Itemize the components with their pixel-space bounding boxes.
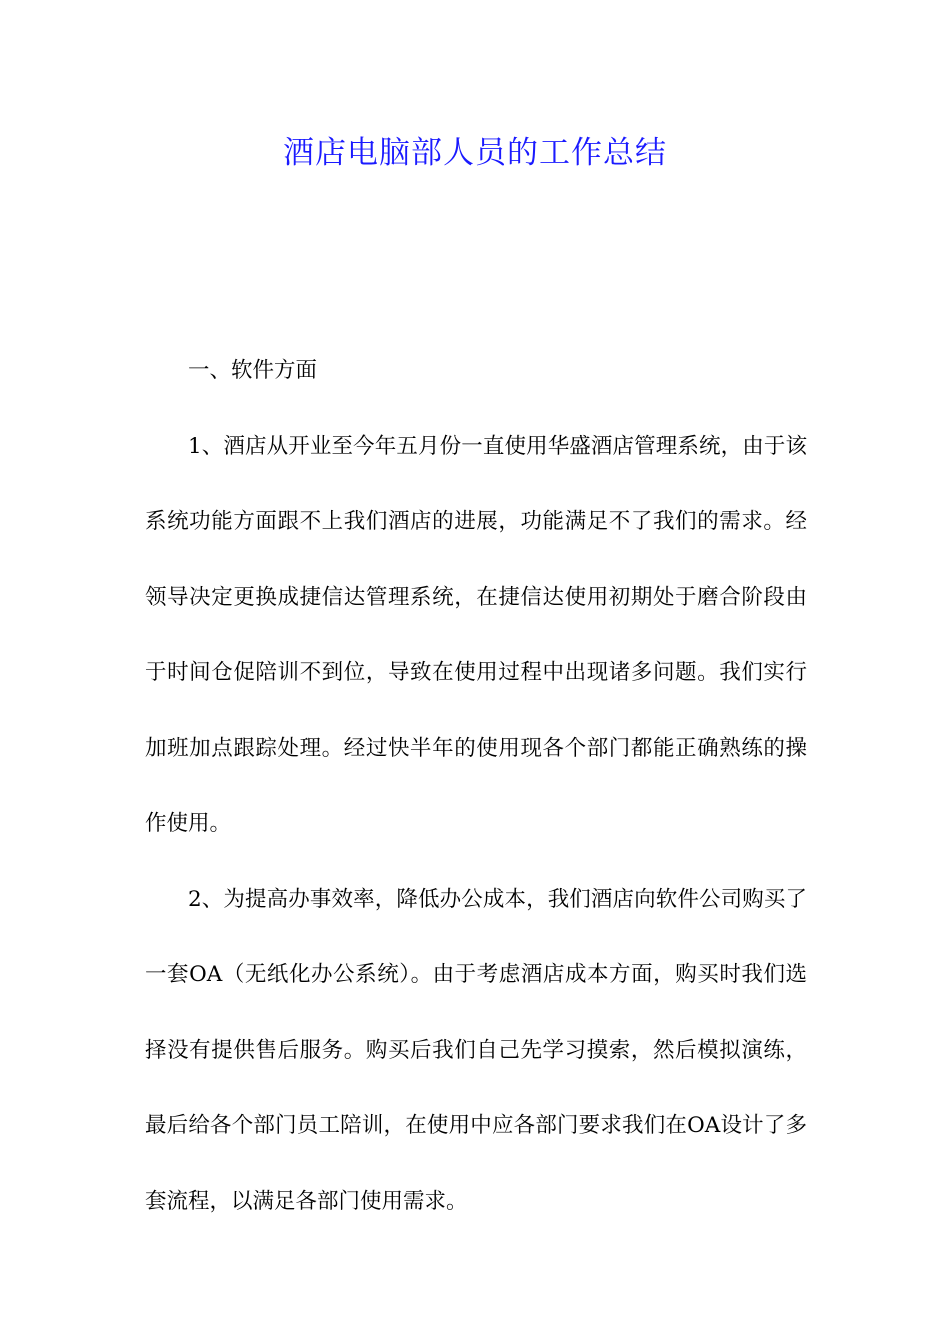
paragraph-1: 1、酒店从开业至今年五月份一直使用华盛酒店管理系统，由于该系统功能方面跟不上我们酒店的进展，功能满足不了我们的需求。经领导决定更换成捷信达管理系统，在捷信达使用初期处于磨合阶段由于时间仓促陪训不到位，导致在使用过程中出现诸多问题。我们实行加班加点跟踪处理。经过快半年的使用现各个部门都能正确熟练的操作使用。	[145, 433, 807, 836]
section-heading: 一、软件方面	[188, 358, 318, 383]
document-body	[145, 333, 807, 1239]
paragraph-2: 2、为提高办事效率，降低办公成本，我们酒店向软件公司购买了一套OA（无纸化办公系统）。由于考虑酒店成本方面，购买时我们选择没有提供售后服务。购买后我们自己先学习摸索，然后模拟演练，最后给各个部门员工陪训，在使用中应各部门要求我们在OA设计了多套流程，以满足各部门使用需求。	[145, 886, 807, 1214]
document-title: 酒店电脑部人员的工作总结	[283, 135, 667, 171]
